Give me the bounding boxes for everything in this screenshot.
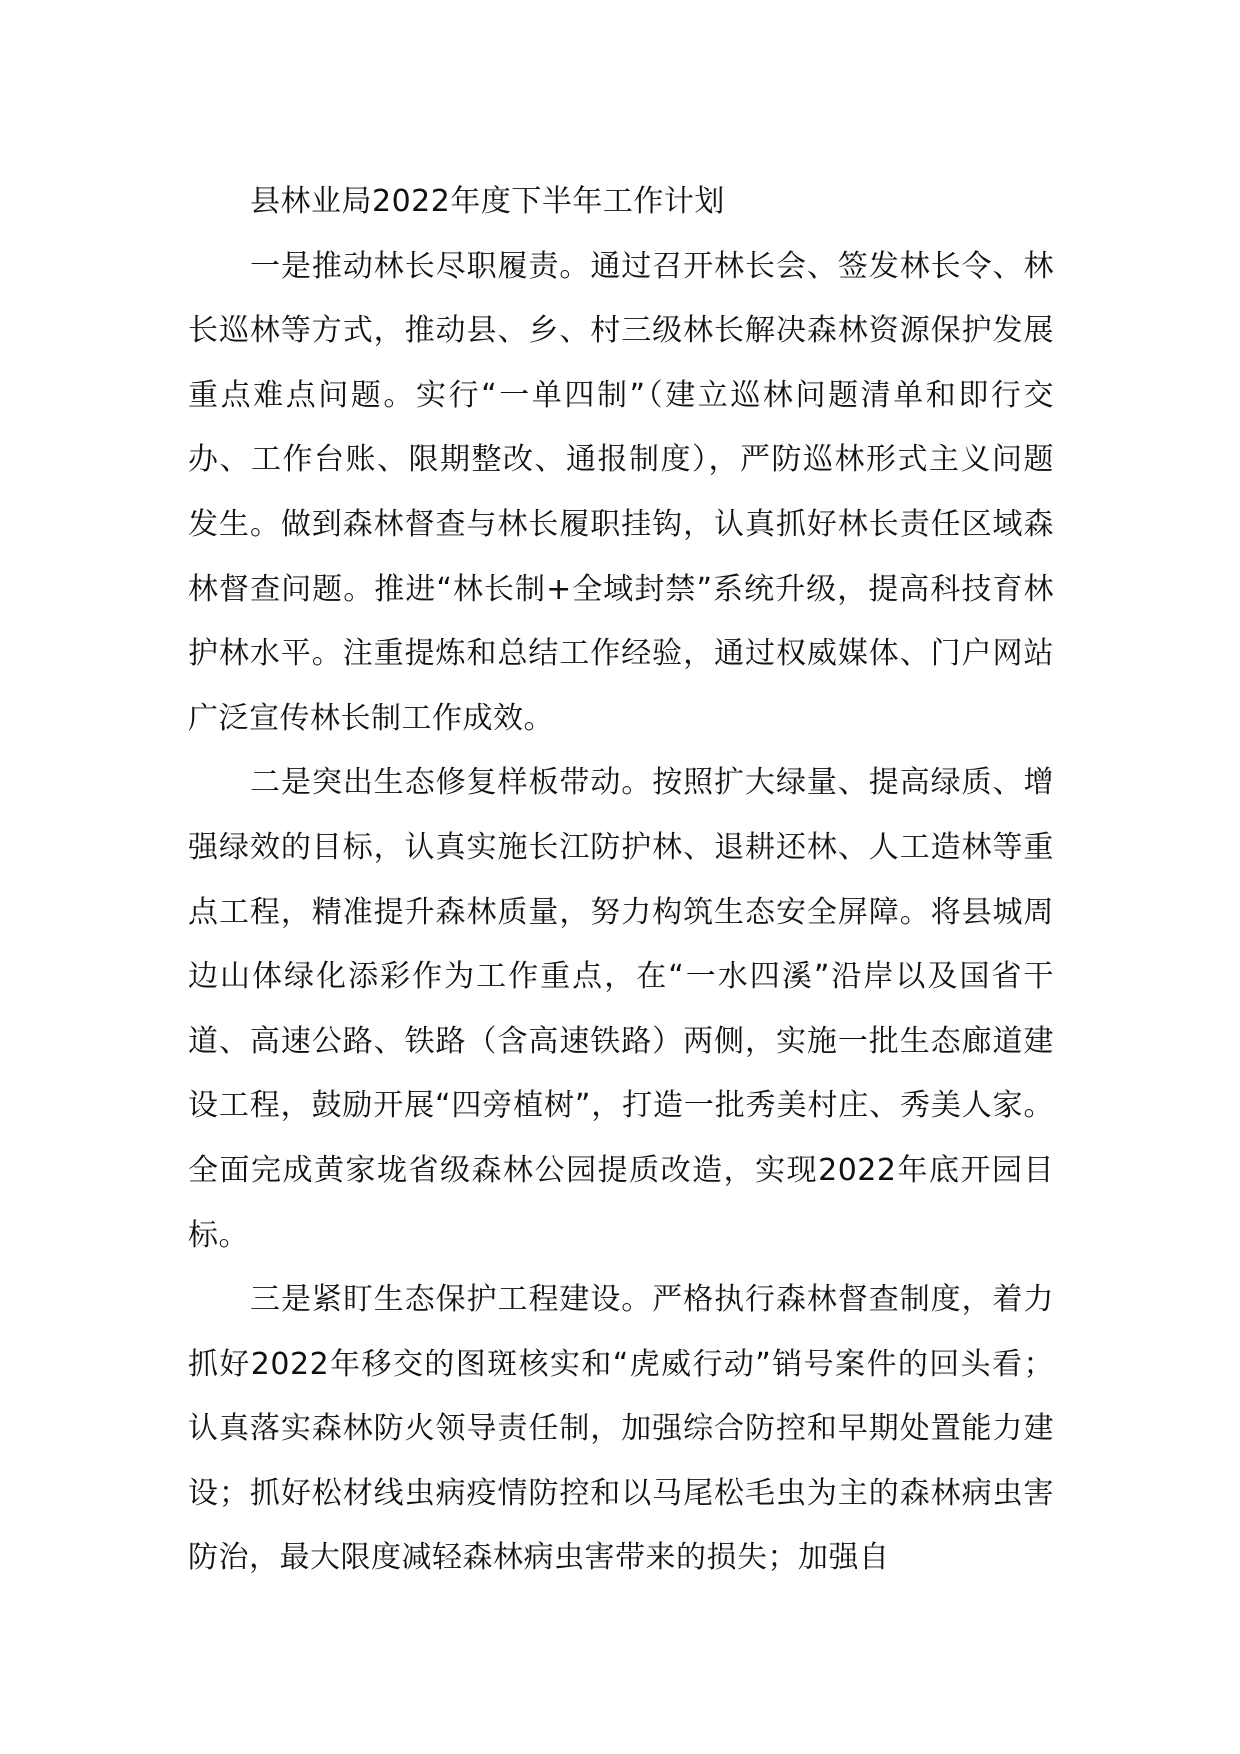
paragraph-3: 三是紧盯生态保护工程建设。严格执行森林督查制度，着力抓好2022年移交的图斑核实和“虎威行动”销号案件的回头看；认真落实森林防火领导责任制，加强综合防控和早期处置能力建设；抓好松材线虫病疫情防控和以马尾松毛虫为主的森林病虫害防治，最大限度减轻森林病虫害带来的损失；加强自 — [188, 1282, 1054, 1576]
document-title: 县林业局2022年度下半年工作计划 — [250, 184, 725, 219]
paragraph-1: 一是推动林长尽职履责。通过召开林长会、签发林长令、林长巡林等方式，推动县、乡、村三级林长解决森林资源保护发展重点难点问题。实行“一单四制”（建立巡林问题清单和即行交办、工作台账、限期整改、通报制度），严防巡林形式主义问题发生。做到森林督查与林长履职挂钩，认真抓好林长责任区域森林督查问题。推进“林长制+全域封禁”系统升级，提高科技育林护林水平。注重提炼和总结工作经验，通过权威媒体、门户网站广泛宣传林长制工作成效。 — [188, 248, 1054, 736]
document-body — [188, 170, 1054, 1591]
paragraph-2: 二是突出生态修复样板带动。按照扩大绿量、提高绿质、增强绿效的目标，认真实施长江防护林、退耕还林、人工造林等重点工程，精准提升森林质量，努力构筑生态安全屏障。将县城周边山体绿化添彩作为工作重点，在“一水四溪”沿岸以及国省干道、高速公路、铁路（含高速铁路）两侧，实施一批生态廊道建设工程，鼓励开展“四旁植树”，打造一批秀美村庄、秀美人家。全面完成黄家垅省级森林公园提质改造，实现2022年底开园目标。 — [188, 765, 1054, 1253]
